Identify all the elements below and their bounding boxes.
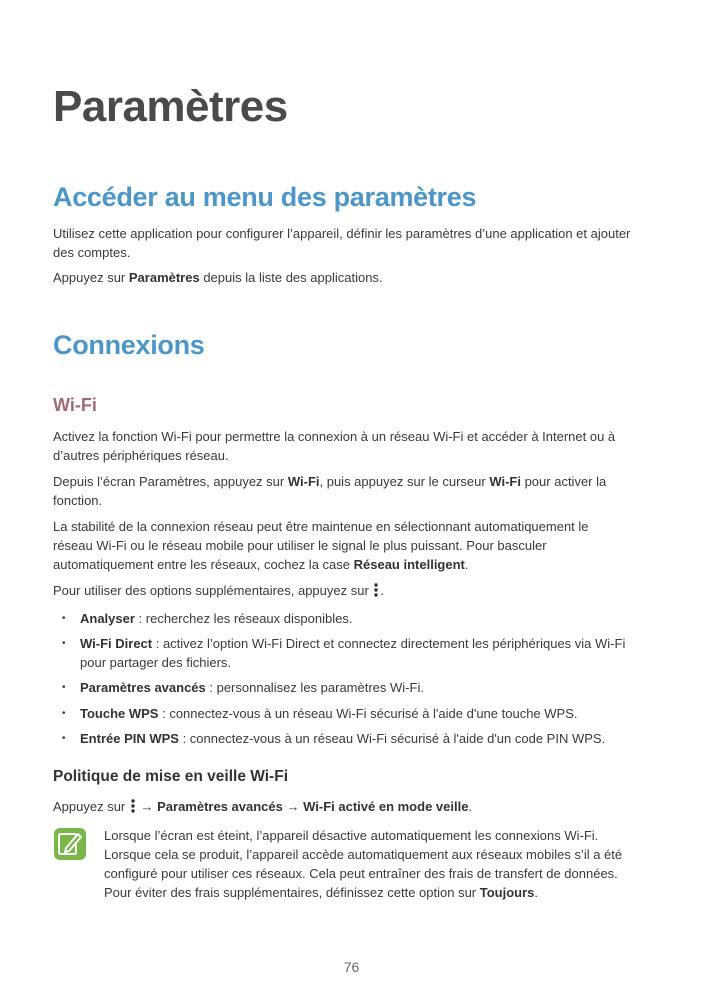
note-text: Lorsque l’écran est éteint, l’appareil désactive automatiquement les connexions Wi-Fi. Lorsque cela se produit, l’appareil accède automatiquement aux réseaux mobiles s’il a été configuré pour utiliser ces réseaux. Cela peut entraîner des frais de transfert de données. Pour éviter des frais supplémentaires, définissez cette option sur Toujours. xyxy=(104,828,623,900)
paragraph-open-settings: Appuyez sur Paramètres depuis la liste des applications. xyxy=(53,270,383,285)
subheading-sleep-policy: Politique de mise en veille Wi-Fi xyxy=(53,768,288,785)
section-heading-connexions: Connexions xyxy=(53,330,205,360)
section-heading-settings-menu: Accéder au menu des paramètres xyxy=(53,182,477,212)
paragraph-sleep-policy: Appuyez sur → Paramètres avancés → Wi-Fi activé en mode veille. xyxy=(53,799,473,814)
more-options-icon xyxy=(130,799,136,813)
document-page: Paramètres Accéder au menu des paramètres Utilisez cette application pour configurer l’appareil, définir les paramètres d’une application et ajouter des comptes. Appuyez sur Paramètres depuis la liste des applications. Connexions Wi-Fi Activez la fonction Wi-Fi pour permettre la connexion à un réseau Wi-Fi et accéder à Internet ou à d’autres périphériques réseau. Depuis l’écran Paramètres, appuyez sur Wi-Fi, puis appuyez sur le curseur Wi-Fi pour activer la fonction. La stabilité de la connexion réseau peut être maintenue en sélectionnant automatiquement le réseau Wi-Fi ou le réseau mobile pour utiliser le signal le plus puissant. Pour basculer automatiquement entre les réseaux, cochez la case Réseau intelligent. Pour utiliser des options supplémentaires, appuyez sur . • Analyser : recherchez les réseaux disponibles. • Wi-Fi Direct : activez l’option Wi-Fi Direct et connectez directement les périphériques via Wi-Fi pour partager des fichiers. • Paramètres avancés : personnalisez les paramètres Wi-Fi. • Touche WPS : connectez-vous à un réseau Wi-Fi sécurisé à l'aide d'une touche WPS. • Entrée PIN WPS : connectez-vous à un réseau Wi-Fi sécurisé à l'aide d'un code PIN WPS. Politique de mise en veille Wi-Fi Appuyez sur → Paramètres avancés → Wi-Fi activé en mode veille. Lorsque l’écran est éteint, l’appareil désactive automatiquement les connexions Wi-Fi. Lorsque cela se produit, l’appareil accède automatiquement aux réseaux mobiles s’il a été configuré pour utiliser ces réseaux. Cela peut entraîner des frais de transfert de données. Pour éviter des frais supplémentaires, définissez cette option sur Toujours. 76 xyxy=(0,0,703,994)
paragraph-more-options: Pour utiliser des options supplémentaires, appuyez sur . xyxy=(53,583,385,598)
subheading-wifi: Wi-Fi xyxy=(53,395,97,415)
note-pencil-icon xyxy=(53,827,87,861)
paragraph-wifi-intro: Activez la fonction Wi-Fi pour permettre la connexion à un réseau Wi-Fi et accéder à Internet ou à d’autres périphériques réseau. xyxy=(53,429,616,463)
page-number: 76 xyxy=(343,959,360,975)
paragraph-network-stability: La stabilité de la connexion réseau peut être maintenue en sélectionnant automatiquement le réseau Wi-Fi ou le réseau mobile pour utiliser le signal le plus puissant. Pour basculer automatiquement entre les réseaux, cochez la case Réseau intelligent. xyxy=(53,519,589,572)
page-title: Paramètres xyxy=(53,82,288,131)
paragraph-intro: Utilisez cette application pour configurer l’appareil, définir les paramètres d’une application et ajouter des comptes. xyxy=(53,226,631,260)
paragraph-wifi-activate: Depuis l’écran Paramètres, appuyez sur Wi-Fi, puis appuyez sur le curseur Wi-Fi pour activer la fonction. xyxy=(53,474,607,508)
more-options-icon xyxy=(373,583,379,597)
